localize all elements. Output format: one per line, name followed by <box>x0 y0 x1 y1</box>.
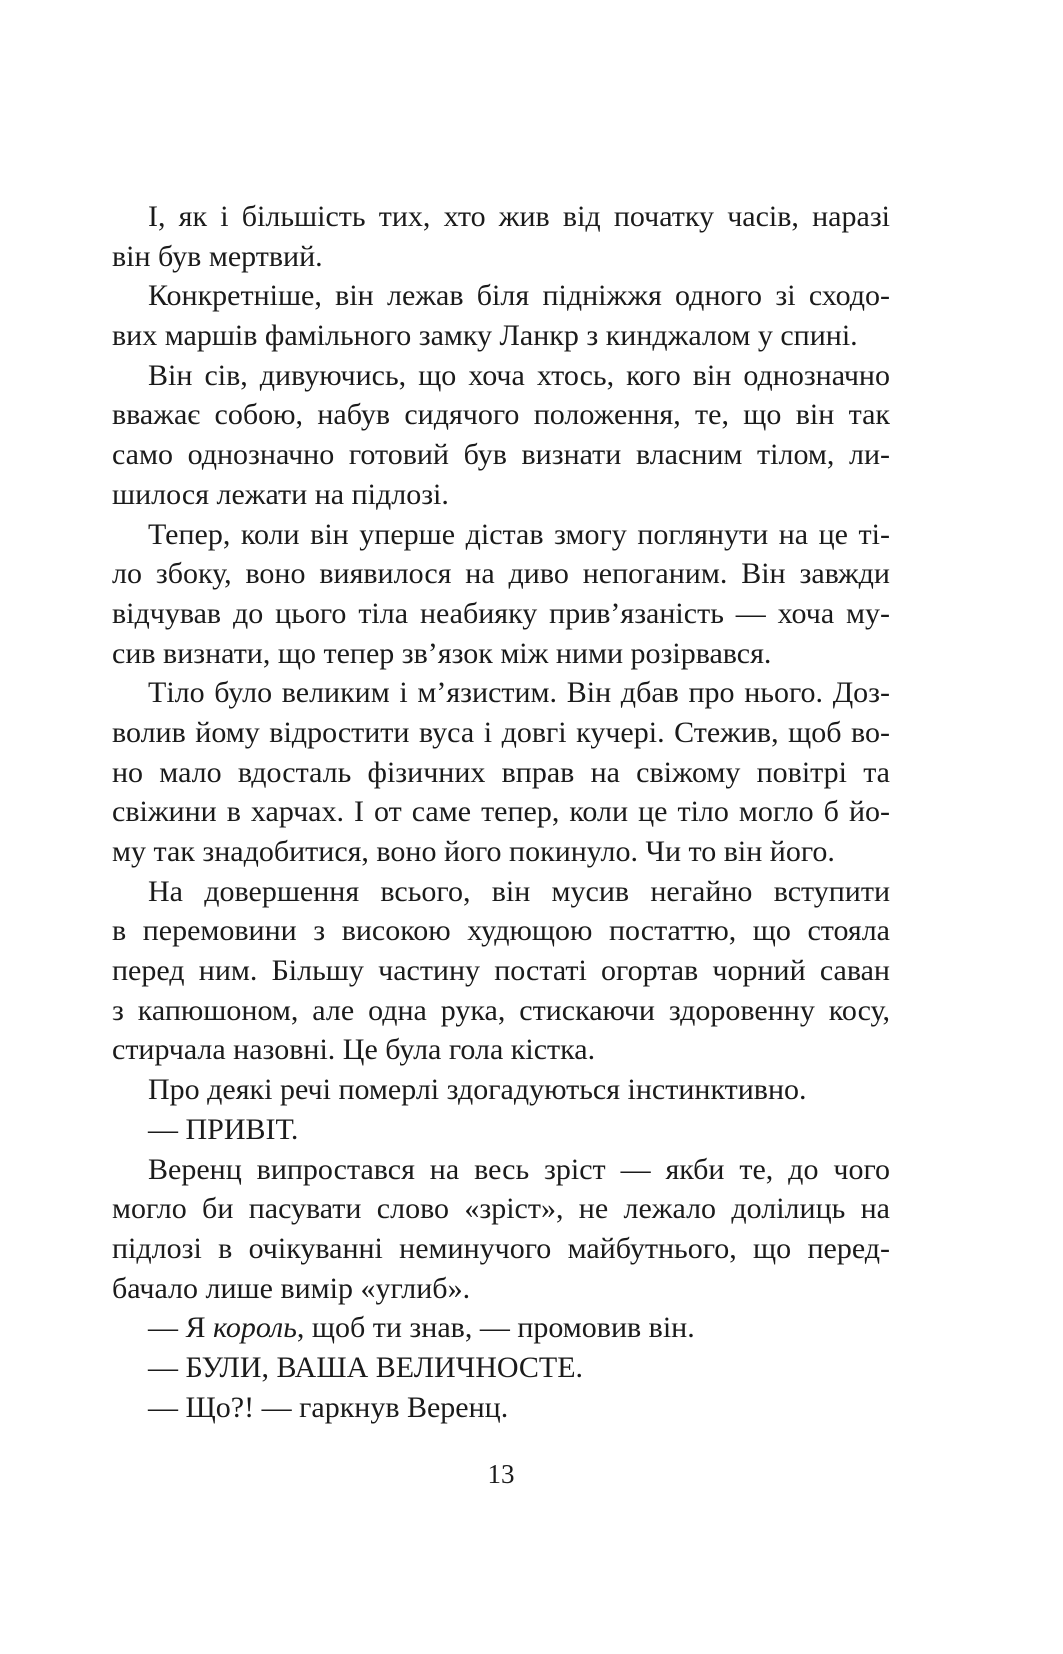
text-line <box>112 792 890 832</box>
text-line <box>112 1269 890 1309</box>
text-line <box>112 713 890 753</box>
text-segment: Він сів, дивуючись, що хоча хтось, кого він однозначно <box>148 358 890 392</box>
text-line <box>112 1189 890 1229</box>
text-line <box>112 1229 890 1269</box>
text-line <box>112 1388 890 1428</box>
text-line <box>112 1030 890 1070</box>
text-segment: Тіло було великим і м’язистим. Він дбав про нього. Доз- <box>148 676 890 710</box>
text-segment: вважає собою, набув сидячого положення, те, що він так <box>112 398 890 432</box>
text-line <box>112 435 890 475</box>
text-segment: підлозі в очікуванні неминучого майбутнього, що перед- <box>112 1231 890 1265</box>
text-segment: само однозначно готовий був визнати власним тілом, ли- <box>112 438 890 472</box>
text-line <box>112 197 890 237</box>
text-line <box>112 395 890 435</box>
text-line <box>112 475 890 515</box>
text-segment: Тепер, коли він уперше дістав змогу поглянути на це ті- <box>148 517 890 551</box>
text-segment: бачало лише вимір «углиб». <box>112 1271 471 1305</box>
emphasized-text: король <box>213 1311 297 1345</box>
text-line <box>112 1348 890 1388</box>
text-line <box>112 753 890 793</box>
text-line <box>112 1110 890 1150</box>
text-segment: шилося лежати на підлозі. <box>112 477 449 511</box>
text-line <box>112 1308 890 1348</box>
text-segment: сив визнати, що тепер зв’язок між ними розірвався. <box>112 636 772 670</box>
text-segment: з капюшоном, але одна рука, стискаючи здоровенну косу, <box>112 993 890 1027</box>
text-line <box>112 1150 890 1190</box>
text-segment: свіжини в харчах. І от саме тепер, коли це тіло могло б йо- <box>112 795 890 829</box>
text-block <box>112 197 890 1427</box>
text-segment: волив йому відростити вуса і довгі кучері. Стежив, щоб во- <box>112 715 890 749</box>
text-segment: в перемовини з високою худющою постаттю, що стояла <box>112 914 890 948</box>
text-segment: му так знадобитися, воно його покинуло. Чи то він його. <box>112 835 835 868</box>
text-segment: вих маршів фамільного замку Ланкр з кинджалом у спині. <box>112 319 858 353</box>
text-line <box>112 594 890 634</box>
text-line <box>112 832 890 872</box>
text-segment: , щоб ти знав, — промовив він. <box>296 1311 695 1345</box>
text-segment: Про деякі речі померлі здогадуються інстинктивно. <box>148 1073 807 1107</box>
text-segment: могло би пасувати слово «зріст», не лежало долілиць на <box>112 1192 890 1226</box>
text-segment: На довершення всього, він мусив негайно вступити <box>148 874 890 908</box>
text-segment: він був мертвий. <box>112 239 323 273</box>
text-segment: — ПРИВІТ. <box>148 1112 299 1146</box>
text-segment: Веренц випростався на весь зріст — якби те, до чого <box>148 1152 890 1186</box>
text-line <box>112 951 890 991</box>
text-line <box>112 872 890 912</box>
text-line <box>112 276 890 316</box>
text-segment: но мало вдосталь фізичних вправ на свіжому повітрі та <box>112 755 890 789</box>
text-line <box>112 634 890 674</box>
text-segment: відчував до цього тіла неабияку прив’язаність — хоча му- <box>112 596 890 630</box>
text-segment: І, як і більшість тих, хто жив від початку часів, наразі <box>148 200 890 233</box>
text-line <box>112 911 890 951</box>
text-segment: ло збоку, воно виявилося на диво непоганим. Він завжди <box>112 557 890 591</box>
text-line <box>112 673 890 713</box>
page-number: 13 <box>487 1459 515 1489</box>
text-line <box>112 356 890 396</box>
text-line <box>112 991 890 1031</box>
text-segment: — Я <box>148 1311 214 1345</box>
text-line <box>112 237 890 277</box>
text-line <box>112 316 890 356</box>
text-segment: Конкретніше, він лежав біля підніжжя одного зі сходо- <box>148 279 890 313</box>
text-line <box>112 1070 890 1110</box>
text-segment: — Що?! — гаркнув Веренц. <box>148 1390 509 1424</box>
text-line <box>112 515 890 555</box>
text-segment: стирчала назовні. Це була гола кістка. <box>112 1033 596 1067</box>
text-segment: — БУЛИ, ВАША ВЕЛИЧНОСТЕ. <box>148 1350 584 1384</box>
text-line <box>112 554 890 594</box>
text-segment: перед ним. Більшу частину постаті огортав чорний саван <box>112 954 890 988</box>
